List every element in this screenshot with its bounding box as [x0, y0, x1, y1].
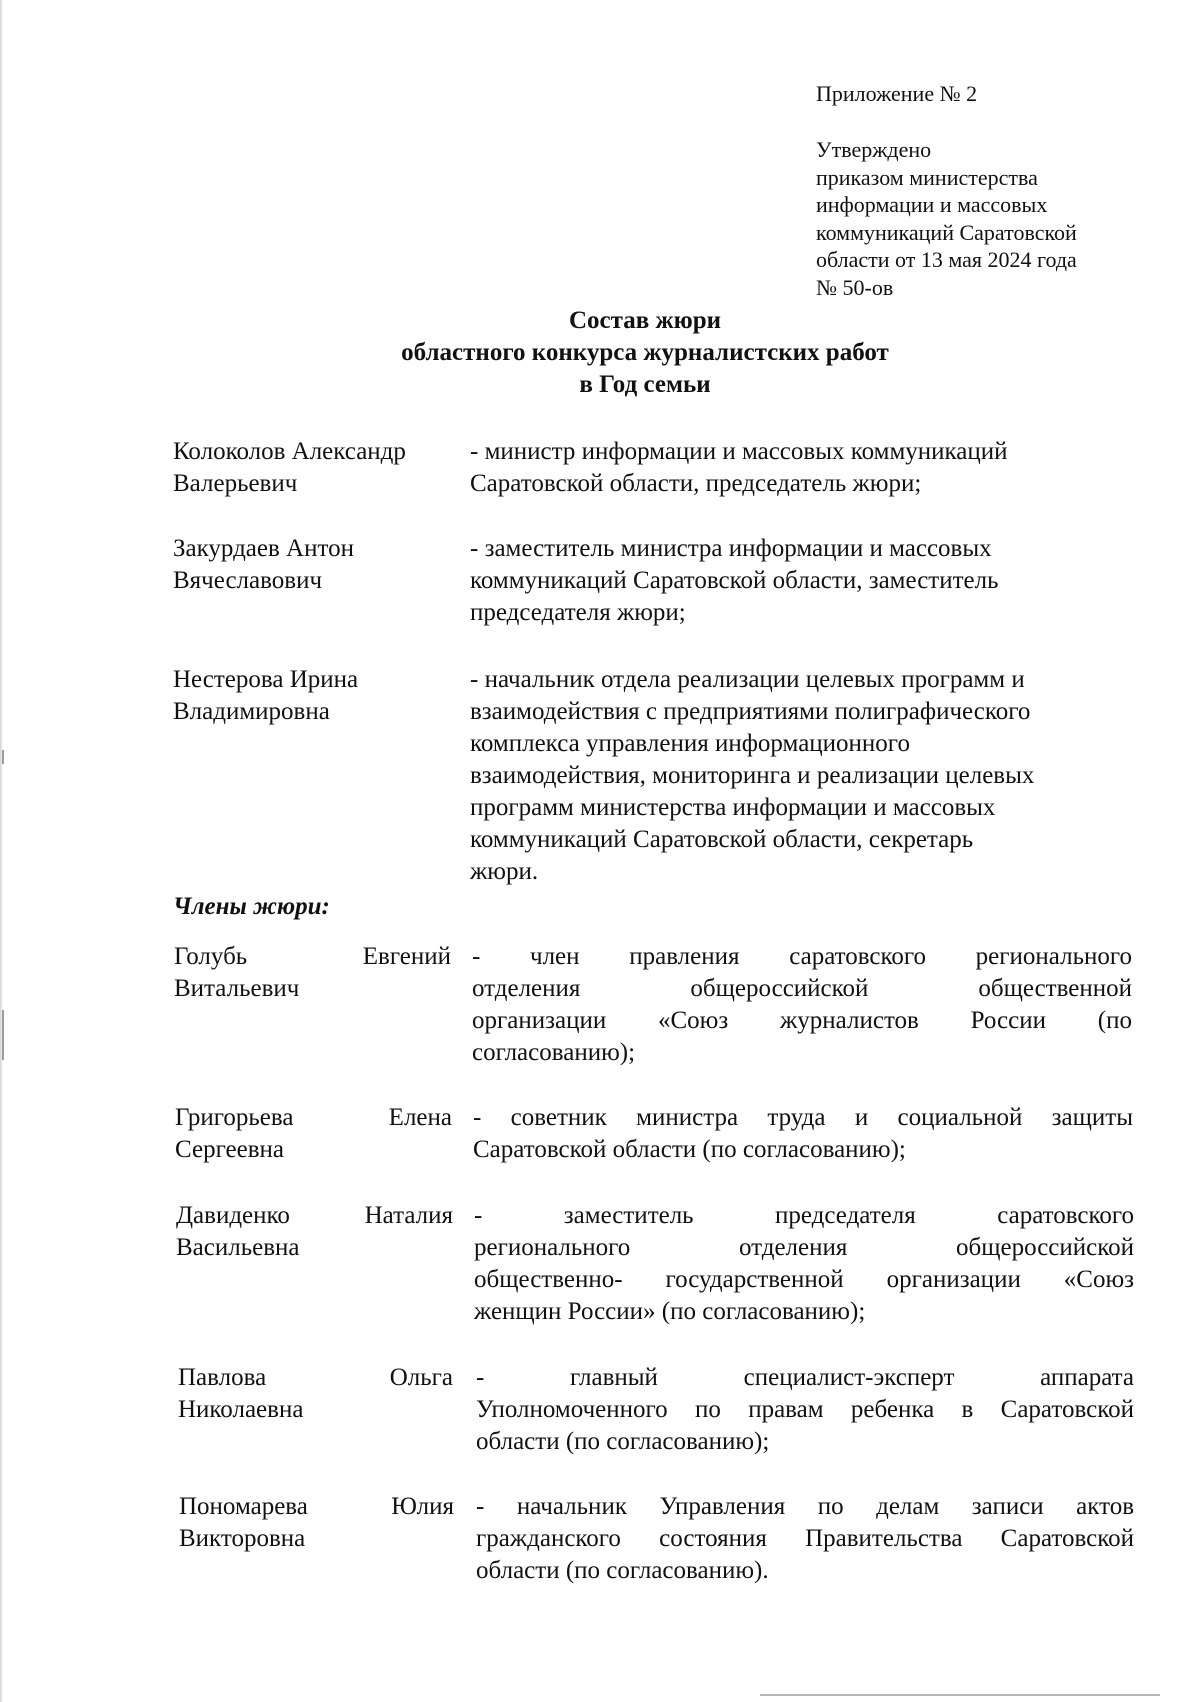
description-line: программ министерства информации и массовых — [470, 794, 996, 821]
description-line: председателя жюри; — [470, 599, 686, 626]
member-surname: Григорьева — [175, 1104, 294, 1131]
title-line: областного конкурса журналистских работ — [401, 339, 889, 366]
name-line: Закурдаев Антон — [173, 535, 354, 562]
member-patronymic: Сергеевна — [175, 1136, 284, 1163]
description-line: Саратовской области, председатель жюри; — [470, 470, 922, 497]
member-name — [174, 941, 451, 1005]
description-line: - заместитель министра информации и массовых — [470, 535, 992, 562]
description-line: гражданского состояния Правительства Саратовской — [476, 1525, 1134, 1552]
name-line — [174, 941, 451, 973]
description-line: жюри. — [470, 858, 539, 885]
scan-edge — [0, 0, 3, 1702]
approval-line: Утверждено — [816, 137, 932, 162]
description-line: коммуникаций Саратовской области, заместитель — [470, 567, 999, 594]
member-description — [476, 1362, 1134, 1458]
member-patronymic: Николаевна — [178, 1396, 304, 1423]
member-description — [474, 1200, 1134, 1328]
description-line: - советник министра труда и социальной защиты — [473, 1104, 1133, 1131]
name-line: Владимировна — [173, 698, 330, 725]
description-line: - начальник Управления по делам записи актов — [476, 1493, 1134, 1520]
description-line: - министр информации и массовых коммуникаций — [470, 438, 1008, 465]
description-line: отделения общероссийской общественной — [472, 975, 1132, 1002]
approval-line: информации и массовых — [816, 192, 1048, 217]
leader-name — [173, 533, 453, 597]
member-patronymic: Васильевна — [176, 1234, 300, 1261]
description-line: комплекса управления информационного — [470, 730, 910, 757]
member-name — [178, 1362, 453, 1426]
member-surname: Давиденко — [176, 1202, 290, 1229]
leader-name — [173, 436, 453, 500]
description-line: Саратовской области (по согласованию); — [473, 1136, 906, 1163]
name-line — [178, 1362, 453, 1394]
member-surname: Павлова — [178, 1364, 267, 1391]
description-line: согласованию); — [472, 1039, 636, 1066]
name-line: Колоколов Александр — [173, 438, 406, 465]
member-surname: Голубь — [174, 943, 248, 970]
approval-line: № 50-ов — [816, 274, 894, 300]
member-first-name: Евгений — [362, 943, 451, 970]
member-patronymic: Викторовна — [179, 1525, 306, 1552]
member-name — [176, 1200, 453, 1264]
description-line: - заместитель председателя саратовского — [474, 1202, 1134, 1229]
description-line: области (по согласованию). — [476, 1557, 769, 1584]
description-line: общественно- государственной организации «Союз — [474, 1266, 1134, 1293]
name-line — [176, 1200, 453, 1232]
name-line: Валерьевич — [173, 470, 298, 497]
description-line: женщин России» (по согласованию); — [474, 1298, 866, 1325]
name-line — [179, 1491, 454, 1523]
name-line — [175, 1102, 452, 1134]
document-title — [290, 305, 1000, 401]
approval-stamp — [816, 136, 1077, 301]
leader-name — [173, 664, 453, 728]
description-line: взаимодействия, мониторинга и реализации целевых — [470, 762, 1035, 789]
approval-line: приказом министерства — [816, 164, 1038, 190]
description-line: - член правления саратовского регионального — [472, 943, 1132, 970]
member-name — [175, 1102, 452, 1166]
members-heading: Члены жюри: — [173, 893, 330, 920]
description-line: Уполномоченного по правам ребенка в Саратовской — [476, 1396, 1134, 1423]
member-patronymic: Витальевич — [174, 975, 300, 1002]
approval-line: области от 13 мая 2024 года — [816, 247, 1077, 272]
name-line: Нестерова Ирина — [173, 666, 359, 693]
member-first-name: Наталия — [364, 1202, 453, 1229]
member-surname: Пономарева — [179, 1493, 308, 1520]
appendix-number: Приложение № 2 — [816, 81, 978, 106]
leader-description — [470, 533, 1070, 629]
name-line: Вячеславович — [173, 567, 323, 594]
description-line: - главный специалист-эксперт аппарата — [476, 1364, 1134, 1391]
leader-description — [470, 664, 1070, 888]
scan-bottom-line — [760, 1694, 1160, 1696]
description-line: организации «Союз журналистов России (по — [472, 1007, 1132, 1034]
description-line: регионального отделения общероссийской — [474, 1234, 1134, 1261]
leader-description — [470, 436, 1070, 500]
member-name — [179, 1491, 454, 1555]
member-description — [476, 1491, 1134, 1587]
title-line: в Год семьи — [579, 371, 711, 398]
title-line: Состав жюри — [568, 307, 722, 334]
member-description — [472, 941, 1132, 1069]
approval-line: коммуникаций Саратовской — [816, 219, 1077, 245]
scan-mark — [2, 1010, 4, 1060]
member-first-name: Юлия — [391, 1493, 454, 1520]
description-line: коммуникаций Саратовской области, секретарь — [470, 826, 974, 853]
member-first-name: Елена — [388, 1104, 452, 1131]
member-first-name: Ольга — [389, 1364, 453, 1391]
member-description — [473, 1102, 1133, 1166]
description-line: области (по согласованию); — [476, 1428, 770, 1455]
description-line: - начальник отдела реализации целевых программ и — [470, 666, 1025, 693]
description-line: взаимодействия с предприятиями полиграфического — [470, 698, 1031, 725]
scan-mark — [2, 750, 4, 764]
